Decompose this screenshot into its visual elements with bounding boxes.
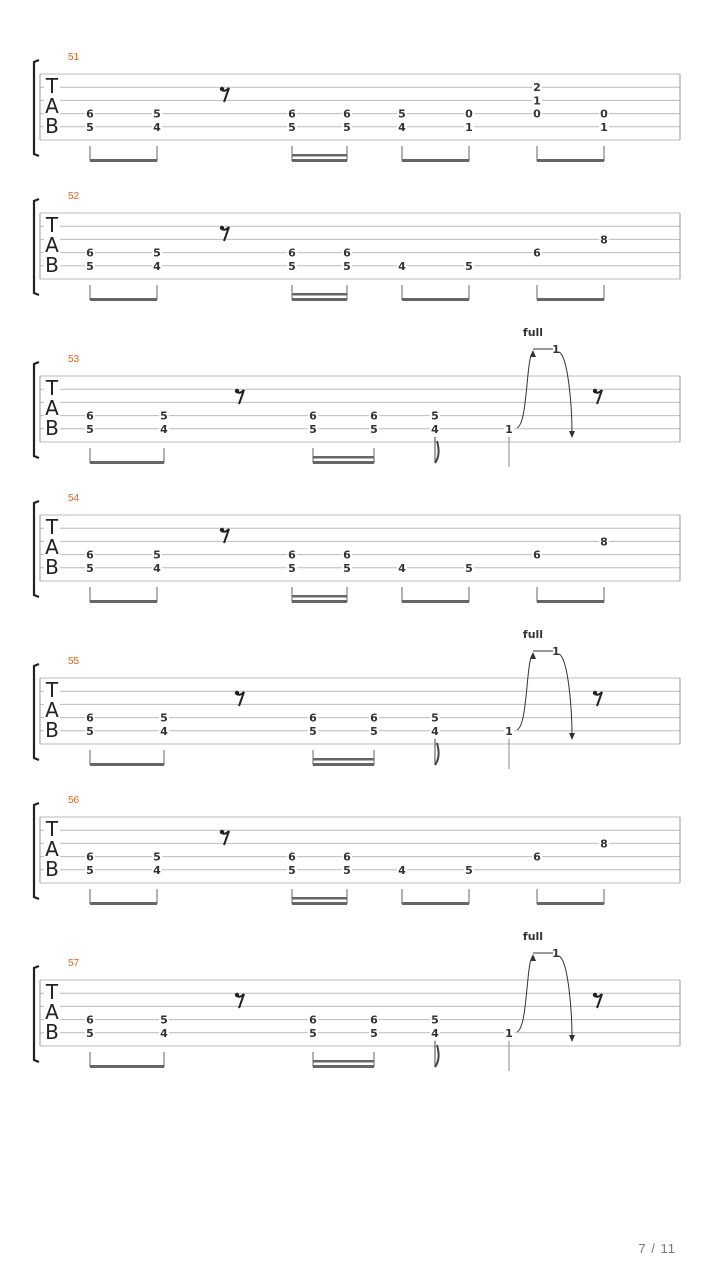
fret-number: 5 [431,1013,439,1027]
fret-number: 5 [86,724,94,738]
bend-target-fret: 1 [552,645,560,658]
fret-number: 5 [153,107,161,121]
tab-clef-letter: A [45,1000,59,1024]
tab-clef-letter: A [45,94,59,118]
beam-secondary [292,154,347,157]
fret-number: 5 [343,561,351,575]
fret-number: 5 [370,1026,378,1040]
release-arrow-down [569,733,575,740]
beam-secondary [313,456,374,459]
fret-number: 5 [343,259,351,273]
rest-dot [235,993,239,997]
fret-number: 6 [370,711,378,725]
beam [537,298,604,301]
system-bracket [34,803,39,899]
rest-dot [220,528,224,532]
release-arrow-down [569,1035,575,1042]
fret-number: 4 [431,724,439,738]
bend-target-fret: 1 [552,343,560,356]
beam [537,159,604,162]
fret-number: 5 [398,107,406,121]
page-indicator [638,1241,676,1256]
tab-clef-letter: T [45,74,59,98]
beam-secondary [292,293,347,296]
fret-number: 4 [153,120,161,134]
bend-label: full [522,326,544,339]
beam-secondary [313,758,374,761]
fret-number: 4 [160,724,168,738]
tab-staff [0,34,720,174]
fret-number: 0 [533,107,541,121]
tab-clef-letter: B [45,857,59,881]
beam [402,298,469,301]
rest-dot [593,691,597,695]
fret-number: 5 [86,120,94,134]
rest-dot [593,389,597,393]
fret-number: 5 [309,1026,317,1040]
rest-dot [220,226,224,230]
fret-number: 5 [153,548,161,562]
fret-number: 5 [431,711,439,725]
bend-up-curve [517,654,533,730]
tab-clef-letter: B [45,416,59,440]
fret-number: 5 [370,724,378,738]
tab-clef-letter: T [45,376,59,400]
fret-number: 4 [398,259,406,273]
fret-number: 4 [398,863,406,877]
bend-arrow-up [530,954,536,961]
fret-number: 4 [160,1026,168,1040]
fret-number: 6 [288,107,296,121]
fret-number: 1 [505,422,513,436]
release-curve [559,654,572,736]
fret-number: 8 [600,535,608,549]
beam-secondary [313,1060,374,1063]
page-total: 11 [660,1241,676,1256]
fret-number: 5 [86,561,94,575]
fret-number: 6 [533,246,541,260]
tab-clef-letter: T [45,817,59,841]
fret-number: 0 [600,107,608,121]
system-bracket [34,966,39,1062]
system-bracket [34,664,39,760]
fret-number: 5 [288,863,296,877]
rest-dot [235,389,239,393]
beam [90,298,157,301]
measure-number: 52 [68,191,80,202]
beam [402,600,469,603]
system-bracket [34,501,39,597]
beam [90,1065,164,1068]
bend-label: full [522,930,544,943]
fret-number: 1 [505,1026,513,1040]
fret-number: 1 [533,94,541,108]
fret-number: 6 [86,409,94,423]
eighth-flag [435,1045,439,1067]
fret-number: 5 [465,561,473,575]
fret-number: 4 [160,422,168,436]
rest-dot [220,87,224,91]
page-separator: / [646,1241,661,1256]
fret-number: 0 [465,107,473,121]
tab-clef-letter: A [45,396,59,420]
tab-clef-letter: T [45,980,59,1004]
beam [292,902,347,905]
system-bracket [34,60,39,156]
fret-number: 5 [86,422,94,436]
beam [313,1065,374,1068]
fret-number: 6 [86,1013,94,1027]
fret-number: 4 [153,259,161,273]
fret-number: 4 [431,1026,439,1040]
tab-staff [0,326,720,476]
tab-clef-letter: B [45,555,59,579]
measure-number: 55 [68,656,80,667]
tab-clef-letter: T [45,515,59,539]
release-curve [559,352,572,434]
fret-number: 5 [309,724,317,738]
beam [90,902,157,905]
fret-number: 5 [86,259,94,273]
beam [90,763,164,766]
fret-number: 5 [288,259,296,273]
release-arrow-down [569,431,575,438]
fret-number: 5 [465,863,473,877]
fret-number: 5 [370,422,378,436]
fret-number: 1 [600,120,608,134]
beam [313,763,374,766]
system-bracket [34,362,39,458]
fret-number: 4 [153,561,161,575]
measure-number: 56 [68,795,80,806]
release-curve [559,956,572,1038]
measure-number: 57 [68,958,80,969]
fret-number: 8 [600,837,608,851]
fret-number: 6 [309,409,317,423]
bend-up-curve [517,956,533,1032]
fret-number: 6 [370,1013,378,1027]
beam-secondary [292,595,347,598]
measure-number: 54 [68,493,80,504]
tab-staff [0,173,720,313]
beam [90,600,157,603]
fret-number: 5 [288,120,296,134]
beam [537,902,604,905]
bend-label: full [522,628,544,641]
beam [292,159,347,162]
fret-number: 6 [343,107,351,121]
fret-number: 8 [600,233,608,247]
beam [90,159,157,162]
tab-clef-letter: A [45,233,59,257]
fret-number: 5 [343,863,351,877]
fret-number: 6 [86,246,94,260]
fret-number: 6 [309,1013,317,1027]
fret-number: 2 [533,81,541,95]
fret-number: 5 [160,409,168,423]
fret-number: 6 [343,850,351,864]
rest-dot [235,691,239,695]
fret-number: 6 [370,409,378,423]
fret-number: 6 [533,850,541,864]
beam [537,600,604,603]
eighth-flag [435,441,439,463]
fret-number: 5 [153,850,161,864]
tab-clef-letter: A [45,698,59,722]
beam [313,461,374,464]
fret-number: 4 [431,422,439,436]
fret-number: 5 [288,561,296,575]
beam [402,902,469,905]
measure-number: 53 [68,354,80,365]
bend-up-curve [517,352,533,428]
fret-number: 5 [309,422,317,436]
fret-number: 1 [465,120,473,134]
fret-number: 4 [398,561,406,575]
tab-clef-letter: T [45,213,59,237]
rest-dot [593,993,597,997]
fret-number: 5 [153,246,161,260]
beam [90,461,164,464]
bend-target-fret: 1 [552,947,560,960]
fret-number: 5 [86,863,94,877]
fret-number: 5 [431,409,439,423]
fret-number: 6 [533,548,541,562]
eighth-flag [435,743,439,765]
tab-clef-letter: A [45,837,59,861]
rest-dot [220,830,224,834]
tab-staff [0,930,720,1080]
fret-number: 6 [343,246,351,260]
fret-number: 6 [86,548,94,562]
fret-number: 6 [288,548,296,562]
tab-clef-letter: T [45,678,59,702]
fret-number: 4 [398,120,406,134]
fret-number: 4 [153,863,161,877]
fret-number: 6 [343,548,351,562]
tab-clef-letter: A [45,535,59,559]
bend-arrow-up [530,350,536,357]
fret-number: 6 [86,107,94,121]
fret-number: 6 [309,711,317,725]
system-bracket [34,199,39,295]
fret-number: 5 [160,711,168,725]
tab-clef-letter: B [45,1020,59,1044]
beam [292,600,347,603]
beam-secondary [292,897,347,900]
page-current: 7 [638,1241,647,1256]
fret-number: 5 [160,1013,168,1027]
fret-number: 6 [288,850,296,864]
fret-number: 1 [505,724,513,738]
beam [402,159,469,162]
fret-number: 5 [343,120,351,134]
bend-arrow-up [530,652,536,659]
tab-clef-letter: B [45,718,59,742]
fret-number: 6 [86,850,94,864]
beam [292,298,347,301]
tab-clef-letter: B [45,114,59,138]
tab-staff [0,628,720,778]
fret-number: 5 [86,1026,94,1040]
fret-number: 5 [465,259,473,273]
tab-clef-letter: B [45,253,59,277]
measure-number: 51 [68,52,80,63]
fret-number: 6 [288,246,296,260]
tab-staff [0,475,720,615]
tab-staff [0,777,720,917]
fret-number: 6 [86,711,94,725]
